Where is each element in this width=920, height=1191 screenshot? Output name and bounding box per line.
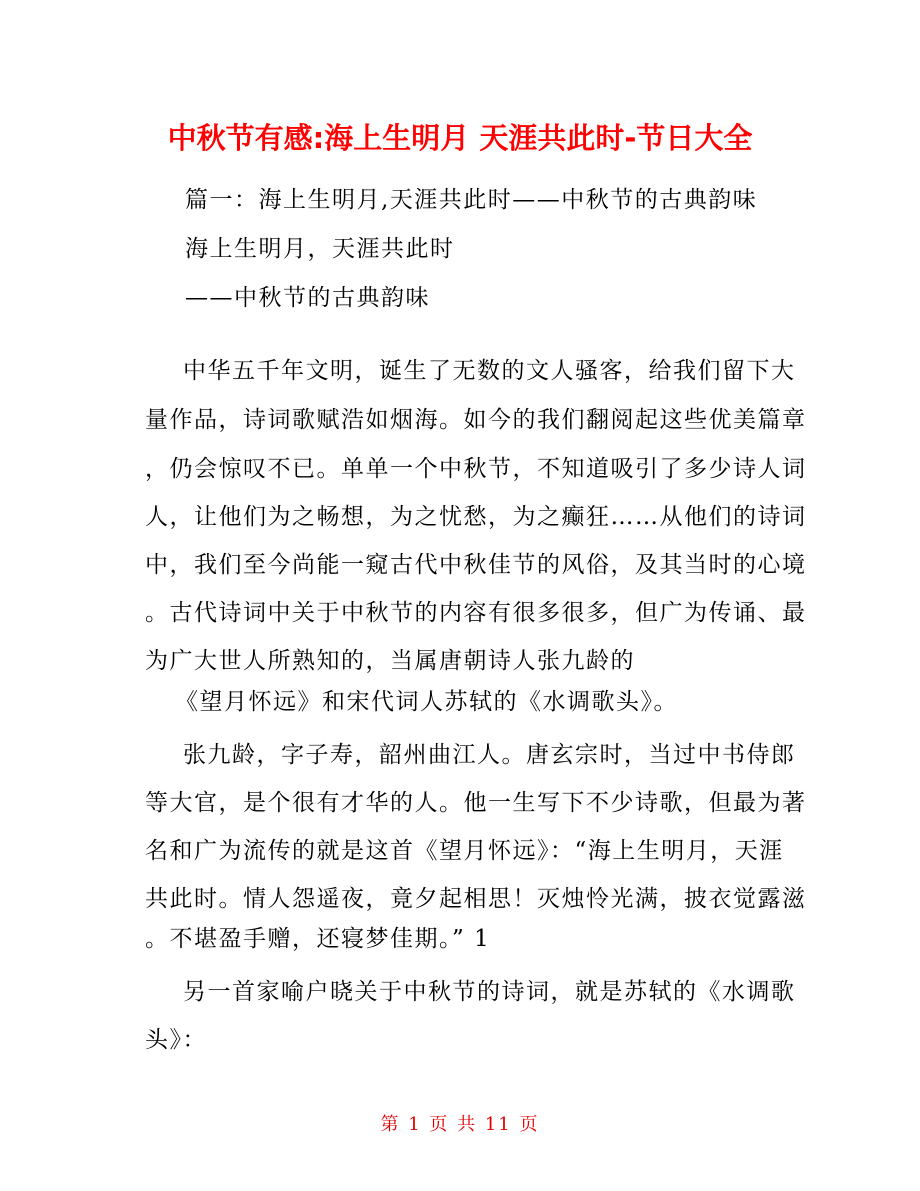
paragraph-line: 为广大世人所熟知的，当属唐朝诗人张九龄的	[145, 648, 635, 674]
paragraph-line: 头》：	[145, 1027, 207, 1053]
section-heading: 篇一：海上生明月,天涯共此时——中秋节的古典韵味	[185, 187, 758, 213]
page-title: 中秋节有感:海上生明月 天涯共此时-节日大全	[167, 121, 753, 155]
paragraph-line: 。古代诗词中关于中秋节的内容有很多很多，但广为传诵、最	[145, 600, 807, 626]
paragraph-line: 。不堪盈手赠，还寝梦佳期。” 1	[145, 926, 491, 952]
paragraph-line: 另一首家喻户晓关于中秋节的诗词，就是苏轼的《水调歌	[183, 979, 796, 1005]
paragraph-line: 中华五千年文明，诞生了无数的文人骚客，给我们留下大	[183, 358, 796, 384]
page-number-footer: 第 1 页 共 11 页	[380, 1114, 540, 1135]
paragraph-line: 等大官，是个很有才华的人。他一生写下不少诗歌，但最为著	[145, 790, 807, 816]
paragraph-line: 名和广为流传的就是这首《望月怀远》：“海上生明月，天涯	[145, 838, 784, 864]
paragraph-line: ，仍会惊叹不已。单单一个中秋节，不知道吸引了多少诗人词	[145, 456, 807, 482]
paragraph-line: 共此时。情人怨遥夜，竟夕起相思！灭烛怜光满，披衣觉露滋	[145, 886, 807, 912]
paragraph-line: 量作品，诗词歌赋浩如烟海。如今的我们翻阅起这些优美篇章	[145, 407, 807, 433]
subtitle-line: ——中秋节的古典韵味	[185, 285, 430, 311]
paragraph-line: 《望月怀远》和宋代词人苏轼的《水调歌头》。	[175, 689, 678, 715]
poem-line: 海上生明月，天涯共此时	[185, 236, 455, 262]
paragraph-line: 张九龄，字子寿，韶州曲江人。唐玄宗时，当过中书侍郎	[183, 742, 796, 768]
paragraph-line: 人，让他们为之畅想，为之忧愁，为之癫狂……从他们的诗词	[145, 504, 807, 530]
paragraph-line: 中，我们至今尚能一窥古代中秋佳节的风俗，及其当时的心境	[145, 552, 807, 578]
